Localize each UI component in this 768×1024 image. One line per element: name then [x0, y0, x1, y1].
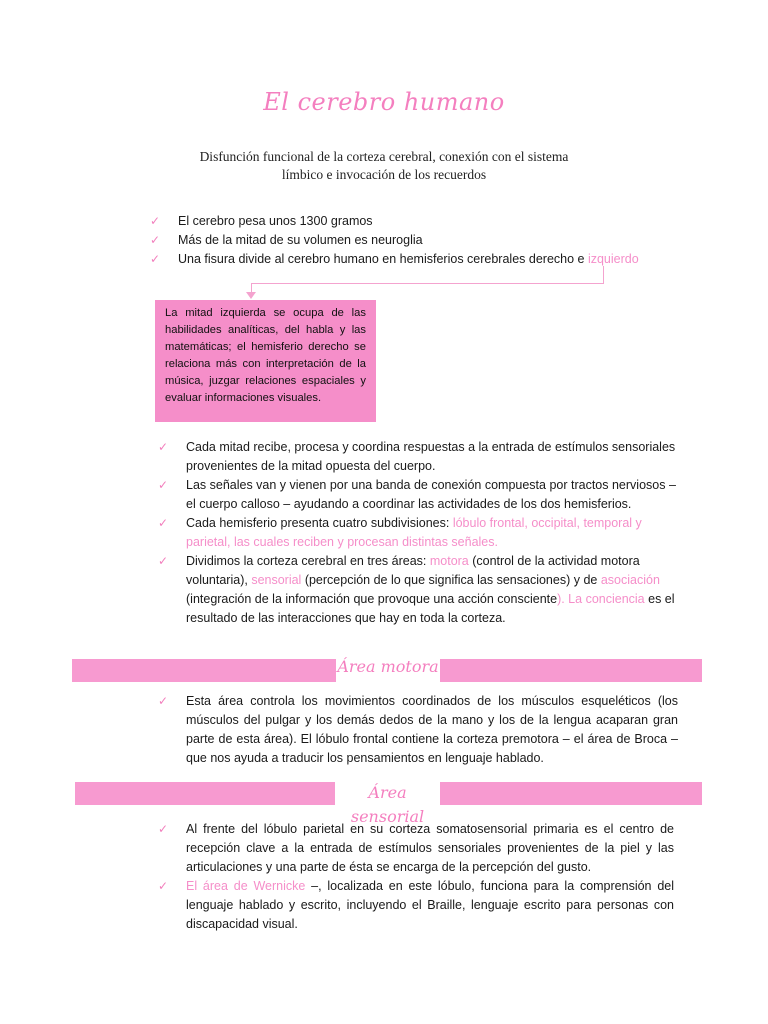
highlight-motora: motora [429, 554, 469, 568]
highlight-wernicke: El área de Wernicke [186, 879, 306, 893]
subtitle-line-2: límbico e invocación de los recuerdos [281, 167, 487, 182]
check-icon: ✓ [150, 233, 161, 247]
check-icon: ✓ [150, 252, 161, 266]
list-item: ✓ Al frente del lóbulo parietal en su corteza somatosensorial primaria es el centro de recepción clave a la entrada de estímulos sensoriales provenientes de la piel y las articulaciones y una parte de ésta se encarga de la percepción del gusto. [158, 822, 674, 874]
check-icon: ✓ [150, 214, 161, 228]
highlight-conciencia: ). La conciencia [557, 592, 645, 606]
section-band-right [440, 659, 702, 682]
check-icon: ✓ [158, 440, 169, 454]
subtitle-line-1: Disfunción funcional de la corteza cerebral, conexión con el sistema [199, 149, 569, 164]
check-icon: ✓ [158, 822, 169, 836]
page-title: El cerebro humano [263, 88, 505, 116]
connector-line [603, 266, 604, 284]
highlight-izquierdo: izquierdo [587, 252, 639, 266]
motora-bullet-list [158, 692, 678, 768]
list-item: ✓ Más de la mitad de su volumen es neuroglia [150, 231, 670, 250]
list-item: ✓ Esta área controla los movimientos coordinados de los músculos esqueléticos (los músculos del pulgar y los demás dedos de la mano y los de la lengua acaparan gran parte de esta área). El lóbulo frontal contiene la corteza premotora – el área de Broca – que nos ayuda a traducir los pensamientos en lenguaje hablado. [158, 694, 678, 765]
check-icon: ✓ [158, 879, 169, 893]
section-title-sensorial: Área sensorial [335, 781, 440, 829]
section-title-motora: Área motora [336, 655, 440, 679]
check-icon: ✓ [158, 554, 169, 568]
list-item: ✓ Cada hemisferio presenta cuatro subdivisiones: lóbulo frontal, occipital, temporal y parietal, las cuales reciben y procesan distintas señales. [158, 516, 642, 549]
top-bullet-list [150, 212, 670, 269]
list-item: ✓ El cerebro pesa unos 1300 gramos [150, 212, 670, 231]
section-band-right [440, 782, 702, 805]
highlight-asociacion: asociación [600, 573, 660, 587]
sensorial-bullet-list [158, 820, 674, 934]
check-icon: ✓ [158, 478, 169, 492]
hemisphere-callout-box: La mitad izquierda se ocupa de las habilidades analíticas, del habla y las matemáticas; el hemisferio derecho se relaciona más con interpretación de la música, juzgar relaciones espaciales y evaluar informaciones visuales. [155, 300, 376, 422]
section-band-left [72, 659, 336, 682]
list-item: ✓ Cada mitad recibe, procesa y coordina respuestas a la entrada de estímulos sensoriales provenientes de la mitad opuesta del cuerpo. [158, 440, 676, 473]
list-item: ✓ Una fisura divide al cerebro humano en hemisferios cerebrales derecho e izquierdo [150, 250, 670, 269]
check-icon: ✓ [158, 694, 169, 708]
section-band-left [75, 782, 335, 805]
highlight-sensorial: sensorial [251, 573, 302, 587]
connector-line [251, 283, 603, 284]
list-item: ✓ Dividimos la corteza cerebral en tres áreas: motora (control de la actividad motora voluntaria), sensorial (percepción de lo que significa las sensaciones) y de asociación (integración de la información que provoque una acción consciente). La conciencia es el resultado de las interacciones que hay en toda la corteza. [158, 554, 675, 625]
mid-bullet-list [158, 438, 688, 628]
list-item: ✓ Las señales van y vienen por una banda de conexión compuesta por tractos nerviosos – el cuerpo calloso – ayudando a coordinar las actividades de los dos hemisferios. [158, 478, 676, 511]
check-icon: ✓ [158, 516, 169, 530]
subtitle [150, 148, 618, 184]
list-item: ✓ El área de Wernicke –, localizada en este lóbulo, funciona para la comprensión del lenguaje hablado y escrito, incluyendo el Braille, lenguaje escrito para personas con discapacidad visual. [158, 879, 674, 931]
highlight-subdivisions: lóbulo frontal, occipital, temporal y parietal, las cuales reciben y procesan distintas señales. [186, 516, 642, 549]
arrow-down-icon [246, 292, 256, 299]
